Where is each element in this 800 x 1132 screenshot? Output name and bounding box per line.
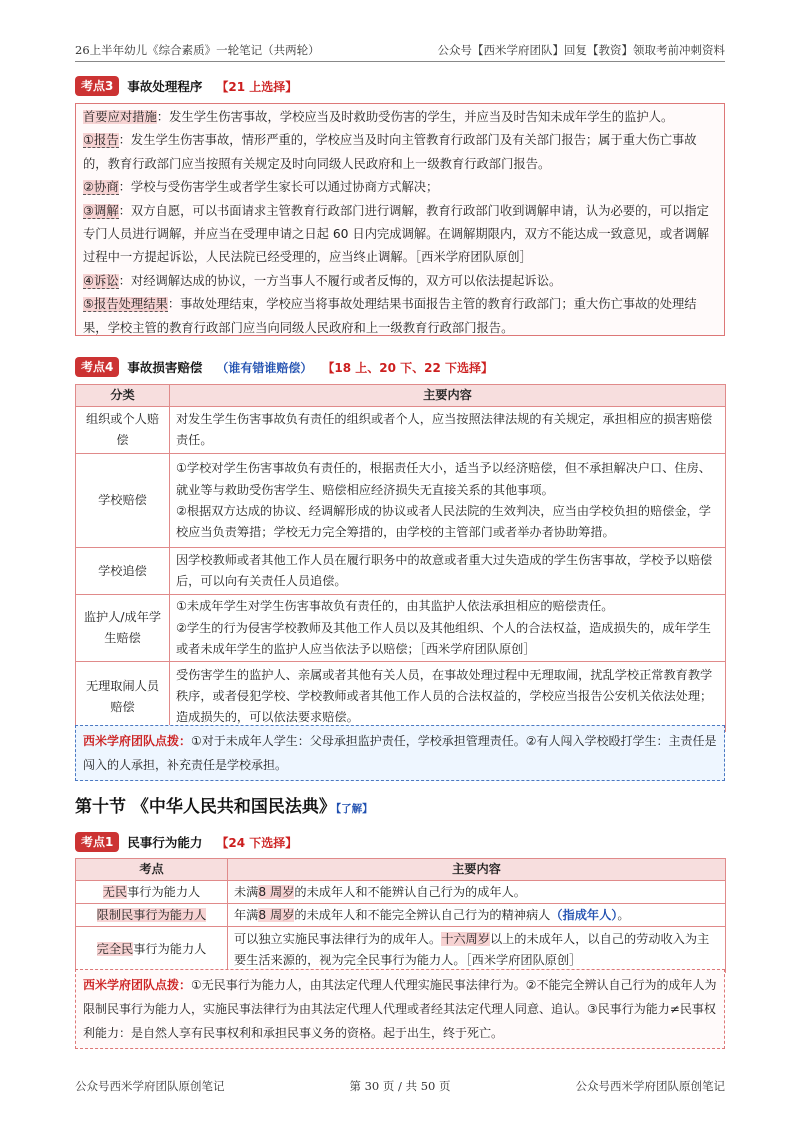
kp3-result-text: ：事故处理结束，学校应当将事故处理结果书面报告主管的教育行政部门；重大伤亡事故的处理结果，学校主管的教育行政部门应当向同级人民政府和上一级教育行政部门报告。	[83, 297, 697, 335]
kp4-heading	[75, 357, 493, 377]
chapter-tag: 【了解】	[335, 803, 373, 815]
row-content-point-1: ①未成年学生对学生伤害事故负有责任的，由其监护人依法承担相应的赔偿责任。	[176, 599, 614, 614]
header-right-notice: 公众号【西米学府团队】回复【教资】领取考前冲刺资料	[437, 43, 725, 57]
kp4-title: 事故损害赔偿	[127, 360, 203, 375]
row-category: 组织或个人赔偿	[76, 407, 170, 454]
category-highlight: 完全民	[96, 942, 134, 957]
table-row	[76, 662, 726, 732]
kp3-first-label: 首要应对措施	[83, 110, 157, 124]
column-header-topic: 考点	[76, 859, 228, 881]
content-pre: 未满	[234, 884, 259, 899]
row-content: 对发生学生伤害事故负有责任的组织或者个人，应当按照法律法规的有关规定，承担相应的损害赔偿责任。	[170, 407, 726, 454]
row-content	[228, 881, 726, 904]
content-pre: 可以独立实施民事法律行为的成年人。	[234, 931, 442, 946]
row-content-point-2: ②根据双方达成的协议、经调解形成的协议或者人民法院的生效判决，应当由学校负担的赔偿金，学校应当负责筹措；学校无力完全筹措的，由学校的主管部门或者举办者协助筹措。	[176, 503, 711, 540]
kp3-mediate	[83, 200, 717, 270]
kp3-first-measure	[83, 106, 717, 129]
footer-left: 公众号西米学府团队原创笔记	[75, 1079, 225, 1093]
row-category	[76, 927, 228, 973]
kp4-exam-tag: 【18 上、20 下、22 下选择】	[322, 360, 494, 375]
table-row	[76, 904, 726, 927]
content-post: 以上的未成年人，以自己的劳动收入为主要生活来源的，视为完全民事行为能力人。［西米学府团队原创］	[234, 931, 710, 967]
table-row	[76, 407, 726, 454]
kp4-slogan: （谁有错谁赔偿）	[216, 360, 313, 375]
category-highlight: 无民	[102, 884, 128, 899]
content-post: 的未成年人和不能辨认自己行为的成年人。	[294, 884, 526, 899]
kp4-compensation-table	[75, 384, 726, 732]
kp3-report	[83, 129, 717, 176]
header-left-title: 26上半年幼儿《综合素质》一轮笔记（共两轮）	[75, 43, 320, 57]
row-content	[228, 927, 726, 973]
row-content: 因学校教师或者其他工作人员在履行职务中的故意或者重大过失造成的学生伤害事故，学校予以赔偿后，可以向有关责任人员追偿。	[170, 548, 726, 595]
column-header-category: 分类	[76, 385, 170, 407]
row-category: 监护人/成年学生赔偿	[76, 595, 170, 662]
table-row	[76, 881, 726, 904]
kp4-tip-text: ①对于未成年人学生：父母承担监护责任，学校承担管理责任。②有人闯入学校殴打学生：主责任是闯入的人承担，补充责任是学校承担。	[83, 734, 717, 772]
kp3-badge: 考点3	[75, 76, 119, 96]
content-end: 。	[617, 907, 630, 922]
row-category: 无理取闹人员赔偿	[76, 662, 170, 732]
kp1-title: 民事行为能力	[127, 835, 203, 850]
kp1-tip-box	[75, 969, 725, 1049]
kp3-exam-tag: 【21 上选择】	[216, 79, 298, 94]
kp3-report-label: ①报告	[83, 133, 119, 148]
kp3-mediate-label: ③调解	[83, 203, 119, 218]
row-content	[228, 904, 726, 927]
category-rest: 事行为能力人	[133, 942, 207, 957]
kp4-tip-lead: 西米学府团队点拨：	[83, 734, 192, 748]
age-highlight: 8 周岁	[258, 884, 295, 899]
table-header-row	[76, 859, 726, 881]
kp1-heading	[75, 832, 297, 852]
category-rest: 事行为能力人	[127, 884, 201, 899]
row-content-point-1: ①学校对学生伤害事故负有责任的，根据责任大小，适当予以经济赔偿，但不承担解决户口、住房、就业等与救助受伤害学生、赔偿相应经济损失无直接关系的其他事项。	[176, 461, 711, 497]
kp1-badge: 考点1	[75, 832, 119, 852]
kp3-title: 事故处理程序	[127, 79, 203, 94]
kp4-badge: 考点4	[75, 357, 119, 377]
table-row	[76, 548, 726, 595]
content-pre: 年满	[234, 907, 259, 922]
row-category	[76, 881, 228, 904]
row-content	[170, 595, 726, 662]
kp3-report-text: ：发生学生伤害事故，情形严重的，学校应当及时向主管教育行政部门及有关部门报告；属于重大伤亡事故的，教育行政部门应当按照有关规定及时向同级人民政府和上一级教育行政部门报告。	[83, 133, 697, 171]
page-footer	[75, 1078, 725, 1094]
page-number: 第 30 页 / 共 50 页	[349, 1079, 451, 1093]
kp1-tip-lead: 西米学府团队点拨：	[83, 978, 192, 992]
row-category	[76, 904, 228, 927]
kp3-litigation	[83, 270, 717, 293]
footer-right: 公众号西米学府团队原创笔记	[575, 1079, 725, 1093]
kp3-litigation-text: ：对经调解达成的协议，一方当事人不履行或者反悔的，双方可以依法提起诉讼。	[118, 273, 562, 288]
table-row	[76, 454, 726, 548]
table-row	[76, 927, 726, 973]
table-row	[76, 595, 726, 662]
content-mid: 的未成年人和不能完全辨认自己行为的精神病人	[294, 907, 551, 922]
kp3-negotiate-label: ②协商	[83, 180, 119, 195]
kp3-litigation-label: ④诉讼	[83, 273, 119, 288]
page-header	[75, 38, 725, 62]
kp3-result-label: ⑤报告处理结果	[83, 297, 168, 312]
row-content-point-2: ②学生的行为侵害学校教师及其他工作人员以及其他组织、个人的合法权益，造成损失的，成年学生或者未成年学生的监护人应当依法予以赔偿；［西米学府团队原创］	[176, 620, 711, 656]
table-header-row	[76, 385, 726, 407]
column-header-content: 主要内容	[228, 859, 726, 881]
row-category: 学校追偿	[76, 548, 170, 595]
kp3-negotiate-text: ：学校与受伤害学生或者学生家长可以通过协商方式解决；	[118, 180, 439, 195]
category-highlight: 限制民事行为能力人	[96, 907, 207, 922]
kp3-heading	[75, 76, 297, 96]
chapter-title-text: 第十节 《中华人民共和国民法典》	[75, 797, 336, 817]
kp4-tip-box	[75, 725, 725, 781]
kp3-mediate-text: ：双方自愿，可以书面请求主管教育行政部门进行调解，教育行政部门收到调解申请，认为必要的，可以指定专门人员进行调解，并应当在受理申请之日起 60 日内完成调解。在调解期限内，双方不能达成一致意见，或者调解过程中一方提起诉讼，人民法院已经受理的，应当终止调解。［西米学府团队原创］	[83, 203, 710, 265]
column-header-content: 主要内容	[170, 385, 726, 407]
age-highlight: 8 周岁	[258, 907, 295, 922]
kp1-capacity-table	[75, 858, 726, 973]
row-content: 受伤害学生的监护人、亲属或者其他有关人员，在事故处理过程中无理取闹，扰乱学校正常教育教学秩序，或者侵犯学校、学校教师或者其他工作人员的合法权益的，学校应当报告公安机关依法处理；造成损失的，可以依法要求赔偿。	[170, 662, 726, 732]
kp3-negotiate	[83, 176, 717, 199]
kp3-first-text: ：发生学生伤害事故，学校应当及时救助受伤害的学生，并应当及时告知未成年学生的监护人。	[156, 110, 674, 124]
kp1-tip-text: ①无民事行为能力人，由其法定代理人代理实施民事法律行为。②不能完全辨认自己行为的成年人为限制民事行为能力人，实施民事法律行为由其法定代理人代理或者经其法定代理人同意、追认。③民事行为能力≠民事权利能力：是自然人享有民事权利和承担民事义务的资格。起于出生，终于死亡。	[83, 978, 717, 1040]
kp1-exam-tag: 【24 下选择】	[216, 835, 298, 850]
row-content	[170, 454, 726, 548]
kp3-procedure-box	[75, 103, 725, 336]
chapter-title	[75, 792, 373, 817]
kp3-result	[83, 293, 717, 340]
row-category: 学校赔偿	[76, 454, 170, 548]
age-highlight: 十六周岁	[441, 931, 490, 946]
adult-note: （指成年人）	[550, 907, 618, 922]
